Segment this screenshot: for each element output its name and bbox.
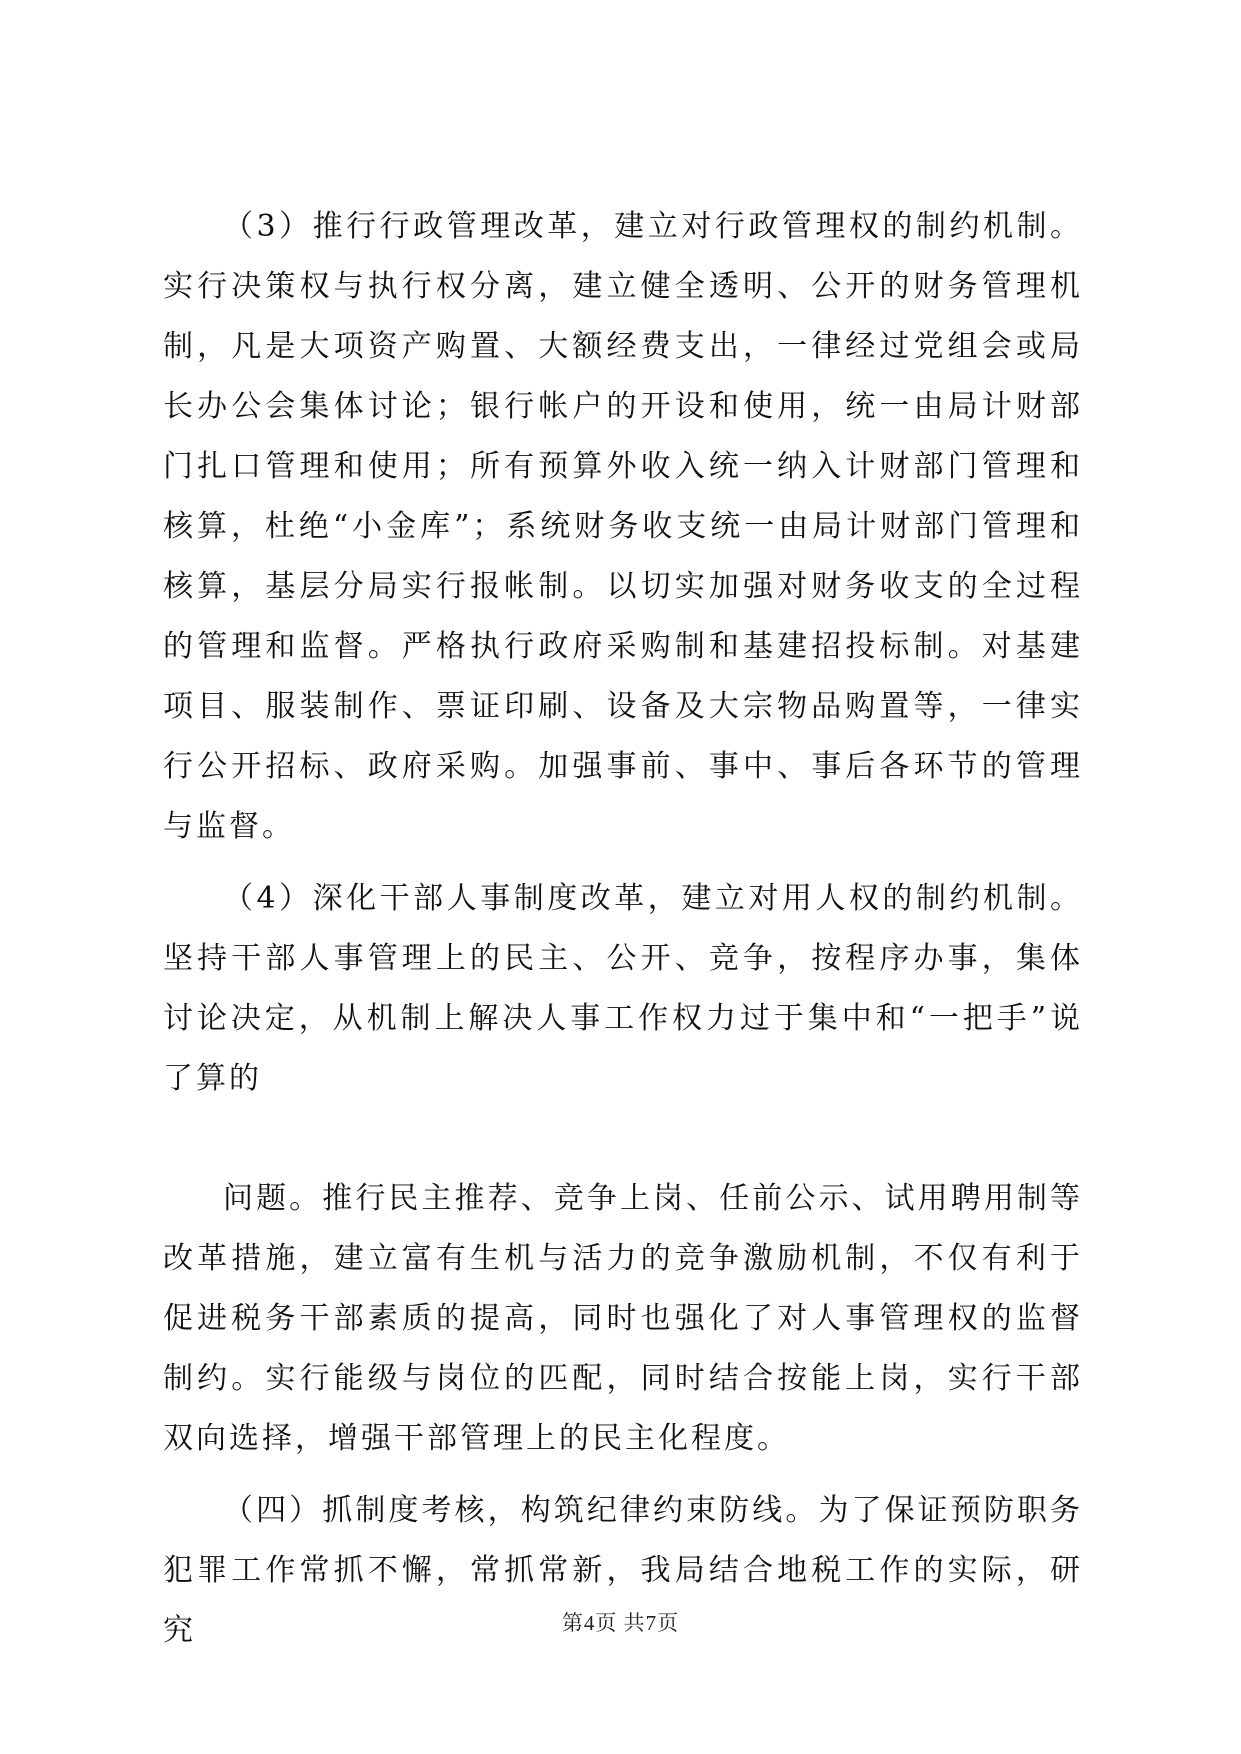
paragraph-administrative-reform: （3）推行行政管理改革，建立对行政管理权的制约机制。实行决策权与执行权分离，建立健全透明、公开的财务管理机制，凡是大项资产购置、大额经费支出，一律经过党组会或局长办公会集体讨论；银行帐户的开设和使用，统一由局计财部门扎口管理和使用；所有预算外收入统一纳入计财部门管理和核算，杜绝“小金库”；系统财务收支统一由局计财部门管理和核算，基层分局实行报帐制。以切实加强对财务收支的全过程的管理和监督。严格执行政府采购制和基建招投标制。对基建项目、服装制作、票证印刷、设备及大宗物品购置等，一律实行公开招标、政府采购。加强事前、事中、事后各环节的管理与监督。	[163, 209, 1083, 844]
page-number-footer: 第4页 共7页	[561, 1611, 680, 1635]
paragraph-personnel-reform: （4）深化干部人事制度改革，建立对用人权的制约机制。坚持干部人事管理上的民主、公开、竞争，按程序办事，集体讨论决定，从机制上解决人事工作权力过于集中和“一把手”说了算的	[163, 881, 1083, 1096]
paragraph-system-assessment: （四）抓制度考核，构筑纪律约束防线。为了保证预防职务犯罪工作常抓不懈，常抓常新，我局结合地税工作的实际，研究	[163, 1493, 1083, 1648]
paragraph-personnel-reform-continued: 问题。推行民主推荐、竞争上岗、任前公示、试用聘用制等改革措施，建立富有生机与活力的竞争激励机制，不仅有利于促进税务干部素质的提高，同时也强化了对人事管理权的监督制约。实行能级与岗位的匹配，同时结合按能上岗，实行干部双向选择，增强干部管理上的民主化程度。	[163, 1181, 1083, 1456]
document-body	[163, 197, 1083, 1661]
